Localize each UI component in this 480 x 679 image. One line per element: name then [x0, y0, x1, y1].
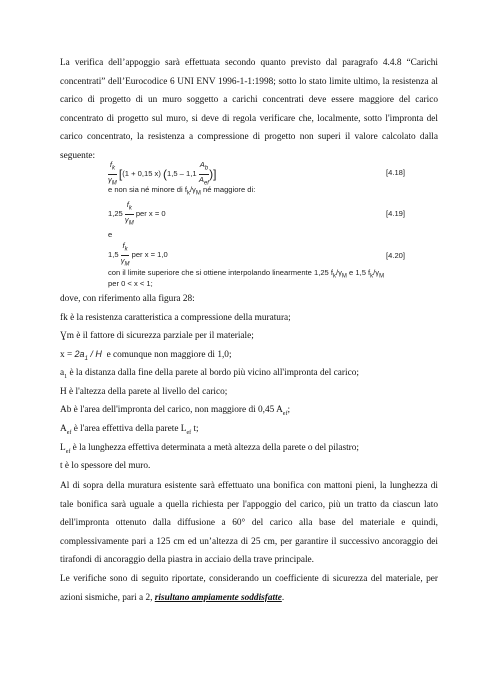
eq2-coefficient: 1,25 — [108, 209, 123, 219]
x-formula-tail: / H — [87, 349, 102, 359]
final-period: . — [281, 592, 285, 603]
eq2-condition: per x = 0 — [135, 209, 166, 219]
intro-paragraph: La verifica dell’appoggio sarà effettuata secondo quanto previsto dal paragrafo 4.4.8 “Carichi concentrati” dell’Eurocodice 6 UNI ENV 1996-1-1:1998; sotto lo stato limite ultimo, la resistenza al carico di progetto di un muro soggetto a carichi concentrati deve essere maggiore del carico concentrato di progetto sul muro, si deve di regola verificare che, localmente, sotto l'impronta del carico concentrato, la resistenza a compressione di progetto non superi il valore calcolato dalla seguente: — [60, 58, 438, 161]
ab-symbol: A — [199, 160, 205, 169]
equation-4-19 — [108, 200, 166, 228]
h-definition: H è l'altezza della parete al livello del carico; — [60, 387, 228, 397]
a1-definition — [60, 368, 359, 380]
limit-mid: /γ — [336, 268, 342, 277]
fk-definition: fk è la resistenza caratteristica a compressione della muratura; — [60, 313, 291, 323]
final-emphasis: risultano ampiamente soddisfatte — [154, 592, 282, 603]
e-connector: e — [108, 230, 113, 239]
lef-symbol: L — [60, 443, 66, 453]
ab-text: Ab è l'area dell'impronta del carico, non maggiore di 0,45 A — [60, 405, 283, 415]
limit-line: con il limite superiore che si ottiene interpolando linearmente 1,25 $f_k/\gamma_M$ e 1,5 $f_k/\gamma_M$ — [108, 268, 385, 280]
eq1-term1: (1 + 0,15 x) — [122, 169, 161, 179]
aef-definition — [60, 424, 199, 436]
equation-tag-4-20: [4.20] — [386, 251, 405, 260]
eq1-term2: 1,5 – 1,1 — [167, 169, 197, 179]
equation-tag-4-19: [4.19] — [386, 209, 405, 218]
ab-end: ; — [287, 405, 291, 415]
fk-subscript: k — [111, 165, 115, 172]
gamma-definition: Ɣm è il fattore di sicurezza parziale per il materiale; — [60, 331, 254, 341]
aef-symbol: A — [198, 174, 204, 184]
a1-subscript: 1 — [64, 373, 68, 380]
aef-subscript: ef — [66, 429, 72, 436]
lef-text: è la lunghezza effettiva determinata a metà altezza della parete o del pilastro; — [70, 443, 360, 453]
min-text: e non sia né minore di f — [108, 185, 187, 194]
equation-4-18: $\frac{f_k}{\gamma_M}$ [(1 + 0,15 x) (1,5 – 1,1 $\frac{A_b}{A_{ef}}$ )] — [108, 160, 217, 187]
equation-tag-4-18: [4.18] — [386, 168, 405, 177]
lef-subscript-inline: ef — [186, 429, 192, 436]
fraction-ab-aef — [199, 160, 209, 188]
dove-line: dove, con riferimento alla figura 28: — [60, 294, 195, 304]
limit-text: con il limite superiore che si ottiene interpolando linearmente 1,25 f — [108, 268, 333, 277]
final-text: Le verifiche sono di seguito riportate, considerando un coefficiente di sicurezza del materiale, per azioni sismiche, pari a 2, — [60, 574, 438, 603]
gamma-symbol: γ — [108, 174, 112, 184]
final-paragraph — [60, 570, 438, 607]
x-definition — [60, 349, 232, 362]
fraction-fk-gm — [108, 160, 117, 188]
aef-symbol: A — [60, 424, 67, 434]
min-end: né maggiore di: — [200, 185, 256, 194]
equation-4-20 — [108, 241, 168, 269]
a1-text: è la distanza dalla fine della parete al bordo più vicino all'impronta del carico; — [67, 368, 359, 378]
x-pre: x = — [60, 350, 75, 360]
aef-text: è l'area effettiva della parete L — [71, 424, 187, 434]
t-definition: t è lo spessore del muro. — [60, 461, 151, 471]
lef-subscript: ef — [65, 448, 71, 455]
min-tail: /γ — [189, 185, 196, 194]
fraction-fk-gm-2: $\frac{f_k}{\gamma_M}$ — [124, 200, 134, 227]
bonifica-paragraph: Al di sopra della muratura esistente sarà effettuato una bonifica con mattoni pieni, la lunghezza di tale bonifica sarà uguale a quella richiesta per l'appoggio del carico, più un tratto da ciascun lato dell'impronta ottenuto dalla diffusione a 60° del carico alla base del materiale e quindi, complessivamente pari a 125 cm ed un’altezza di 25 cm, per garantire il successivo ancoraggio dei tirafondi di ancoraggio della piastra in acciaio della trave principale. — [60, 481, 438, 566]
eq3-coefficient: 1,5 — [108, 250, 119, 260]
a1-symbol: a — [60, 368, 65, 378]
ab-definition — [60, 405, 290, 417]
limit-mid2: e 1,5 f — [346, 268, 371, 277]
eq3-condition: per x = 1,0 — [131, 250, 168, 260]
x-formula: 2a — [74, 349, 85, 359]
ab-subscript: b — [204, 165, 209, 172]
fk-symbol: f — [109, 160, 112, 169]
x-formula-sub: 1 — [84, 355, 88, 362]
ab-subscript: ef — [282, 410, 288, 417]
x-post: e comunque non maggiore di 1,0; — [106, 350, 232, 360]
aef-subscript: ef — [203, 180, 209, 187]
lef-definition — [60, 443, 359, 455]
aef-end: t; — [191, 424, 199, 434]
gamma-subscript: M — [111, 180, 117, 187]
fraction-fk-gm-3: $\frac{f_k}{\gamma_M}$ — [120, 241, 130, 268]
limit-end: /γ — [373, 268, 380, 277]
min-max-line: e non sia né minore di $f_k/\gamma_M$ né maggiore di: — [108, 185, 256, 197]
range-line: per 0 < x < 1; — [108, 279, 153, 288]
